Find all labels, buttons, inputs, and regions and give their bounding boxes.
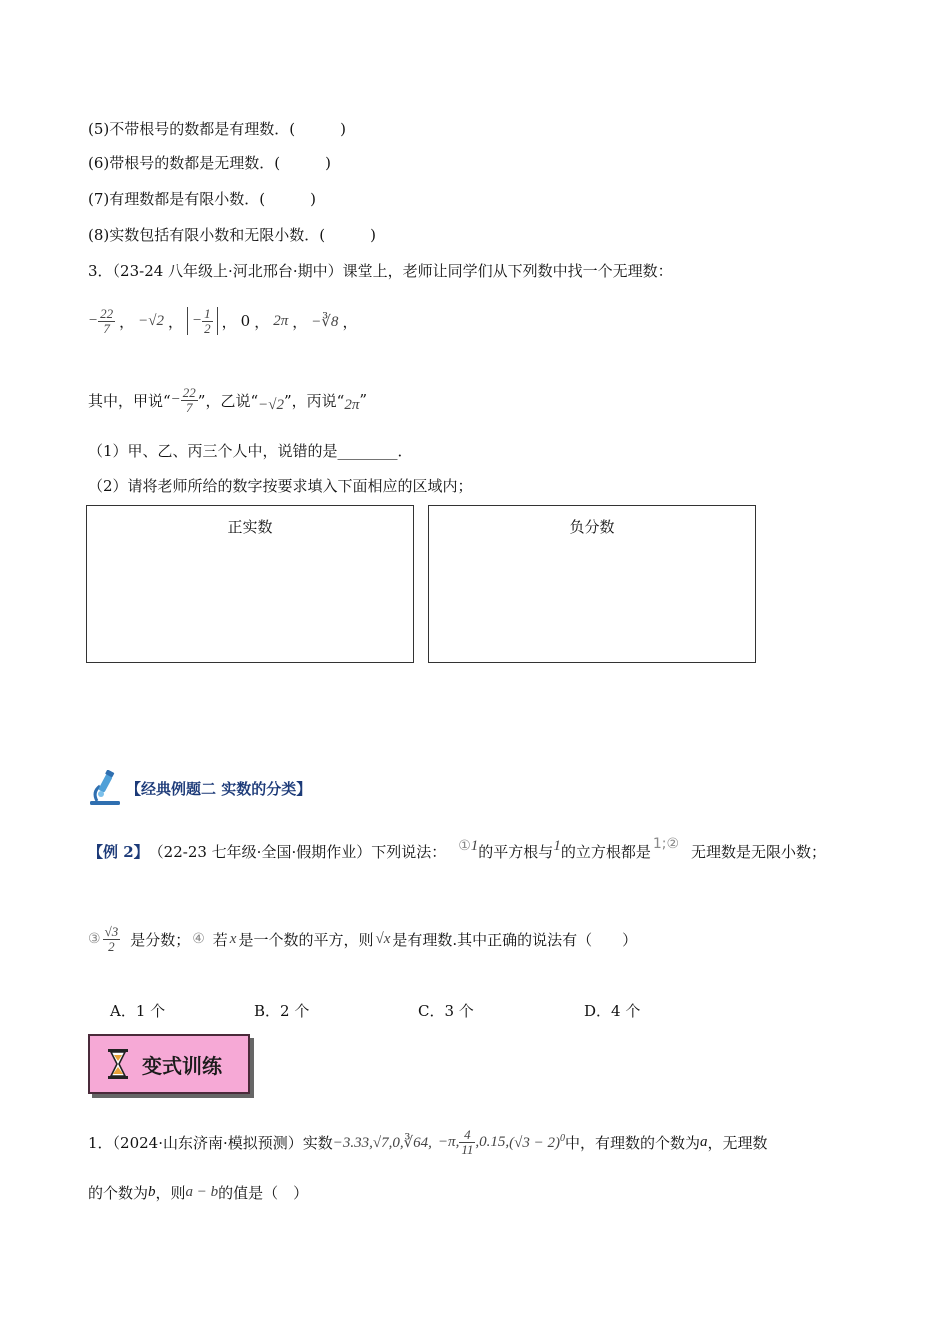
example-label: 【例 2】 — [88, 842, 149, 861]
option-c[interactable]: C．3 个 — [418, 1002, 474, 1020]
statement-5: (5)不带根号的数都是有理数．( ) — [88, 120, 346, 138]
statement-8: (8)实数包括有限小数和无限小数．( ) — [88, 226, 376, 244]
claim-yi: −√2 — [258, 396, 284, 413]
circled-3: ③ — [88, 931, 101, 947]
v1-text-2: ，无理数 — [707, 1133, 768, 1152]
separator: ， — [342, 312, 358, 331]
statement-3-text: 是分数； — [130, 930, 191, 949]
microscope-icon — [88, 770, 122, 806]
v1-expression: a − b — [185, 1184, 219, 1200]
example-source: （22-23 七年级·全国·假期作业）下列说法： — [148, 842, 447, 861]
variant-training-banner — [88, 1034, 250, 1094]
circled-2: 1;② — [652, 836, 680, 852]
number-2pi: 2π — [273, 312, 289, 329]
option-a[interactable]: A．1 个 — [110, 1002, 166, 1020]
example2-line1 — [88, 834, 826, 868]
claim-bing: 2π — [344, 396, 360, 413]
claims-mid-1: ”，乙说“ — [197, 391, 259, 410]
number-neg-22-7: − $\frac{22}{7}$ — [88, 305, 114, 336]
v1-var-a: a — [700, 1133, 708, 1150]
statement-4-text-c: 是有理数.其中正确的说法有（ ） — [392, 930, 638, 949]
variant-q1-line1 — [88, 1124, 768, 1160]
v1-number-list-a: −3.33,√7,0,∛64, — [332, 1134, 432, 1151]
negative-fraction-title: 负分数 — [569, 518, 615, 536]
circled-1: ① — [458, 838, 471, 854]
statement-4-text-a: 若 — [212, 930, 228, 949]
circled-4: ④ — [192, 931, 205, 947]
section-heading: 【经典例题二 实数的分类】 — [126, 779, 312, 798]
claim-jia: − $\frac{22}{7}$ — [170, 384, 196, 415]
section-heading-row — [88, 770, 311, 806]
claims-end: ” — [359, 391, 368, 409]
separator: ， — [168, 312, 184, 331]
option-d[interactable]: D．4 个 — [584, 1002, 641, 1020]
value-one-a: 1 — [470, 837, 479, 854]
number-abs-neg-half: − $\frac{1}{2}$ — [187, 307, 218, 335]
number-neg-cbrt8: −∛8 — [311, 313, 339, 330]
statement-1-text-b: 的立方根都是 — [560, 842, 651, 861]
number-zero: 0 — [240, 312, 251, 330]
sqrt-x: √x — [375, 930, 391, 947]
separator: ， — [254, 312, 270, 331]
v1-text-1: 中，有理数的个数为 — [564, 1133, 700, 1152]
fraction-sqrt3-over-2: $\frac{√3}{2}$ — [104, 923, 119, 954]
negative-fraction-box[interactable] — [428, 505, 756, 663]
v1-line2-a: 的个数为 — [88, 1184, 149, 1202]
claims-mid-2: ”，丙说“ — [284, 391, 345, 410]
q3-intro: 3．（23-24 八年级上·河北邢台·期中）课堂上，老师让同学们从下列数中找一个无理数： — [88, 262, 673, 280]
v1-fraction-4-11: $\frac{4}{11}$ — [461, 1126, 474, 1157]
variant-q1-line2 — [88, 1182, 308, 1203]
v1-var-b: b — [148, 1184, 156, 1200]
separator: ， — [119, 312, 135, 331]
separator: ， — [292, 312, 308, 331]
var-x: x — [229, 930, 237, 947]
q3-number-list — [88, 296, 357, 346]
q3-part1: （1）甲、乙、丙三个人中，说错的是________． — [88, 442, 413, 460]
hourglass-icon — [106, 1048, 130, 1080]
v1-neg-pi: −π, — [437, 1133, 460, 1150]
positive-real-box[interactable] — [86, 505, 414, 663]
variant-title: 变式训练 — [142, 1053, 222, 1078]
v1-line2-c: 的值是（ ） — [218, 1184, 309, 1202]
statement-1-text-a: 的平方根与 — [478, 842, 554, 861]
q3-part2: （2）请将老师所给的数字按要求填入下面相应的区域内； — [88, 477, 473, 495]
example2-line2 — [88, 914, 637, 964]
statement-6: (6)带根号的数都是无理数．( ) — [88, 154, 331, 172]
claims-prefix: 其中，甲说“ — [88, 391, 171, 410]
number-neg-sqrt2: −√2 — [138, 312, 164, 329]
statement-4-text-b: 是一个数的平方，则 — [238, 930, 374, 949]
v1-number-list-c: ,0.15, — [475, 1133, 510, 1150]
value-one-b: 1 — [553, 837, 561, 854]
statement-7: (7)有理数都是有限小数．( ) — [88, 190, 316, 208]
q3-claims — [88, 378, 367, 422]
separator: ， — [221, 312, 237, 331]
v1-power-expression: $(√3 - 2)^0$ — [509, 1132, 565, 1151]
option-b[interactable]: B．2 个 — [254, 1002, 310, 1020]
positive-real-title: 正实数 — [227, 518, 273, 536]
v1-prefix: 1．（2024·山东济南·模拟预测）实数 — [88, 1133, 333, 1152]
statement-2-text: 无理数是无限小数； — [691, 842, 827, 861]
v1-line2-b: ，则 — [155, 1184, 186, 1202]
